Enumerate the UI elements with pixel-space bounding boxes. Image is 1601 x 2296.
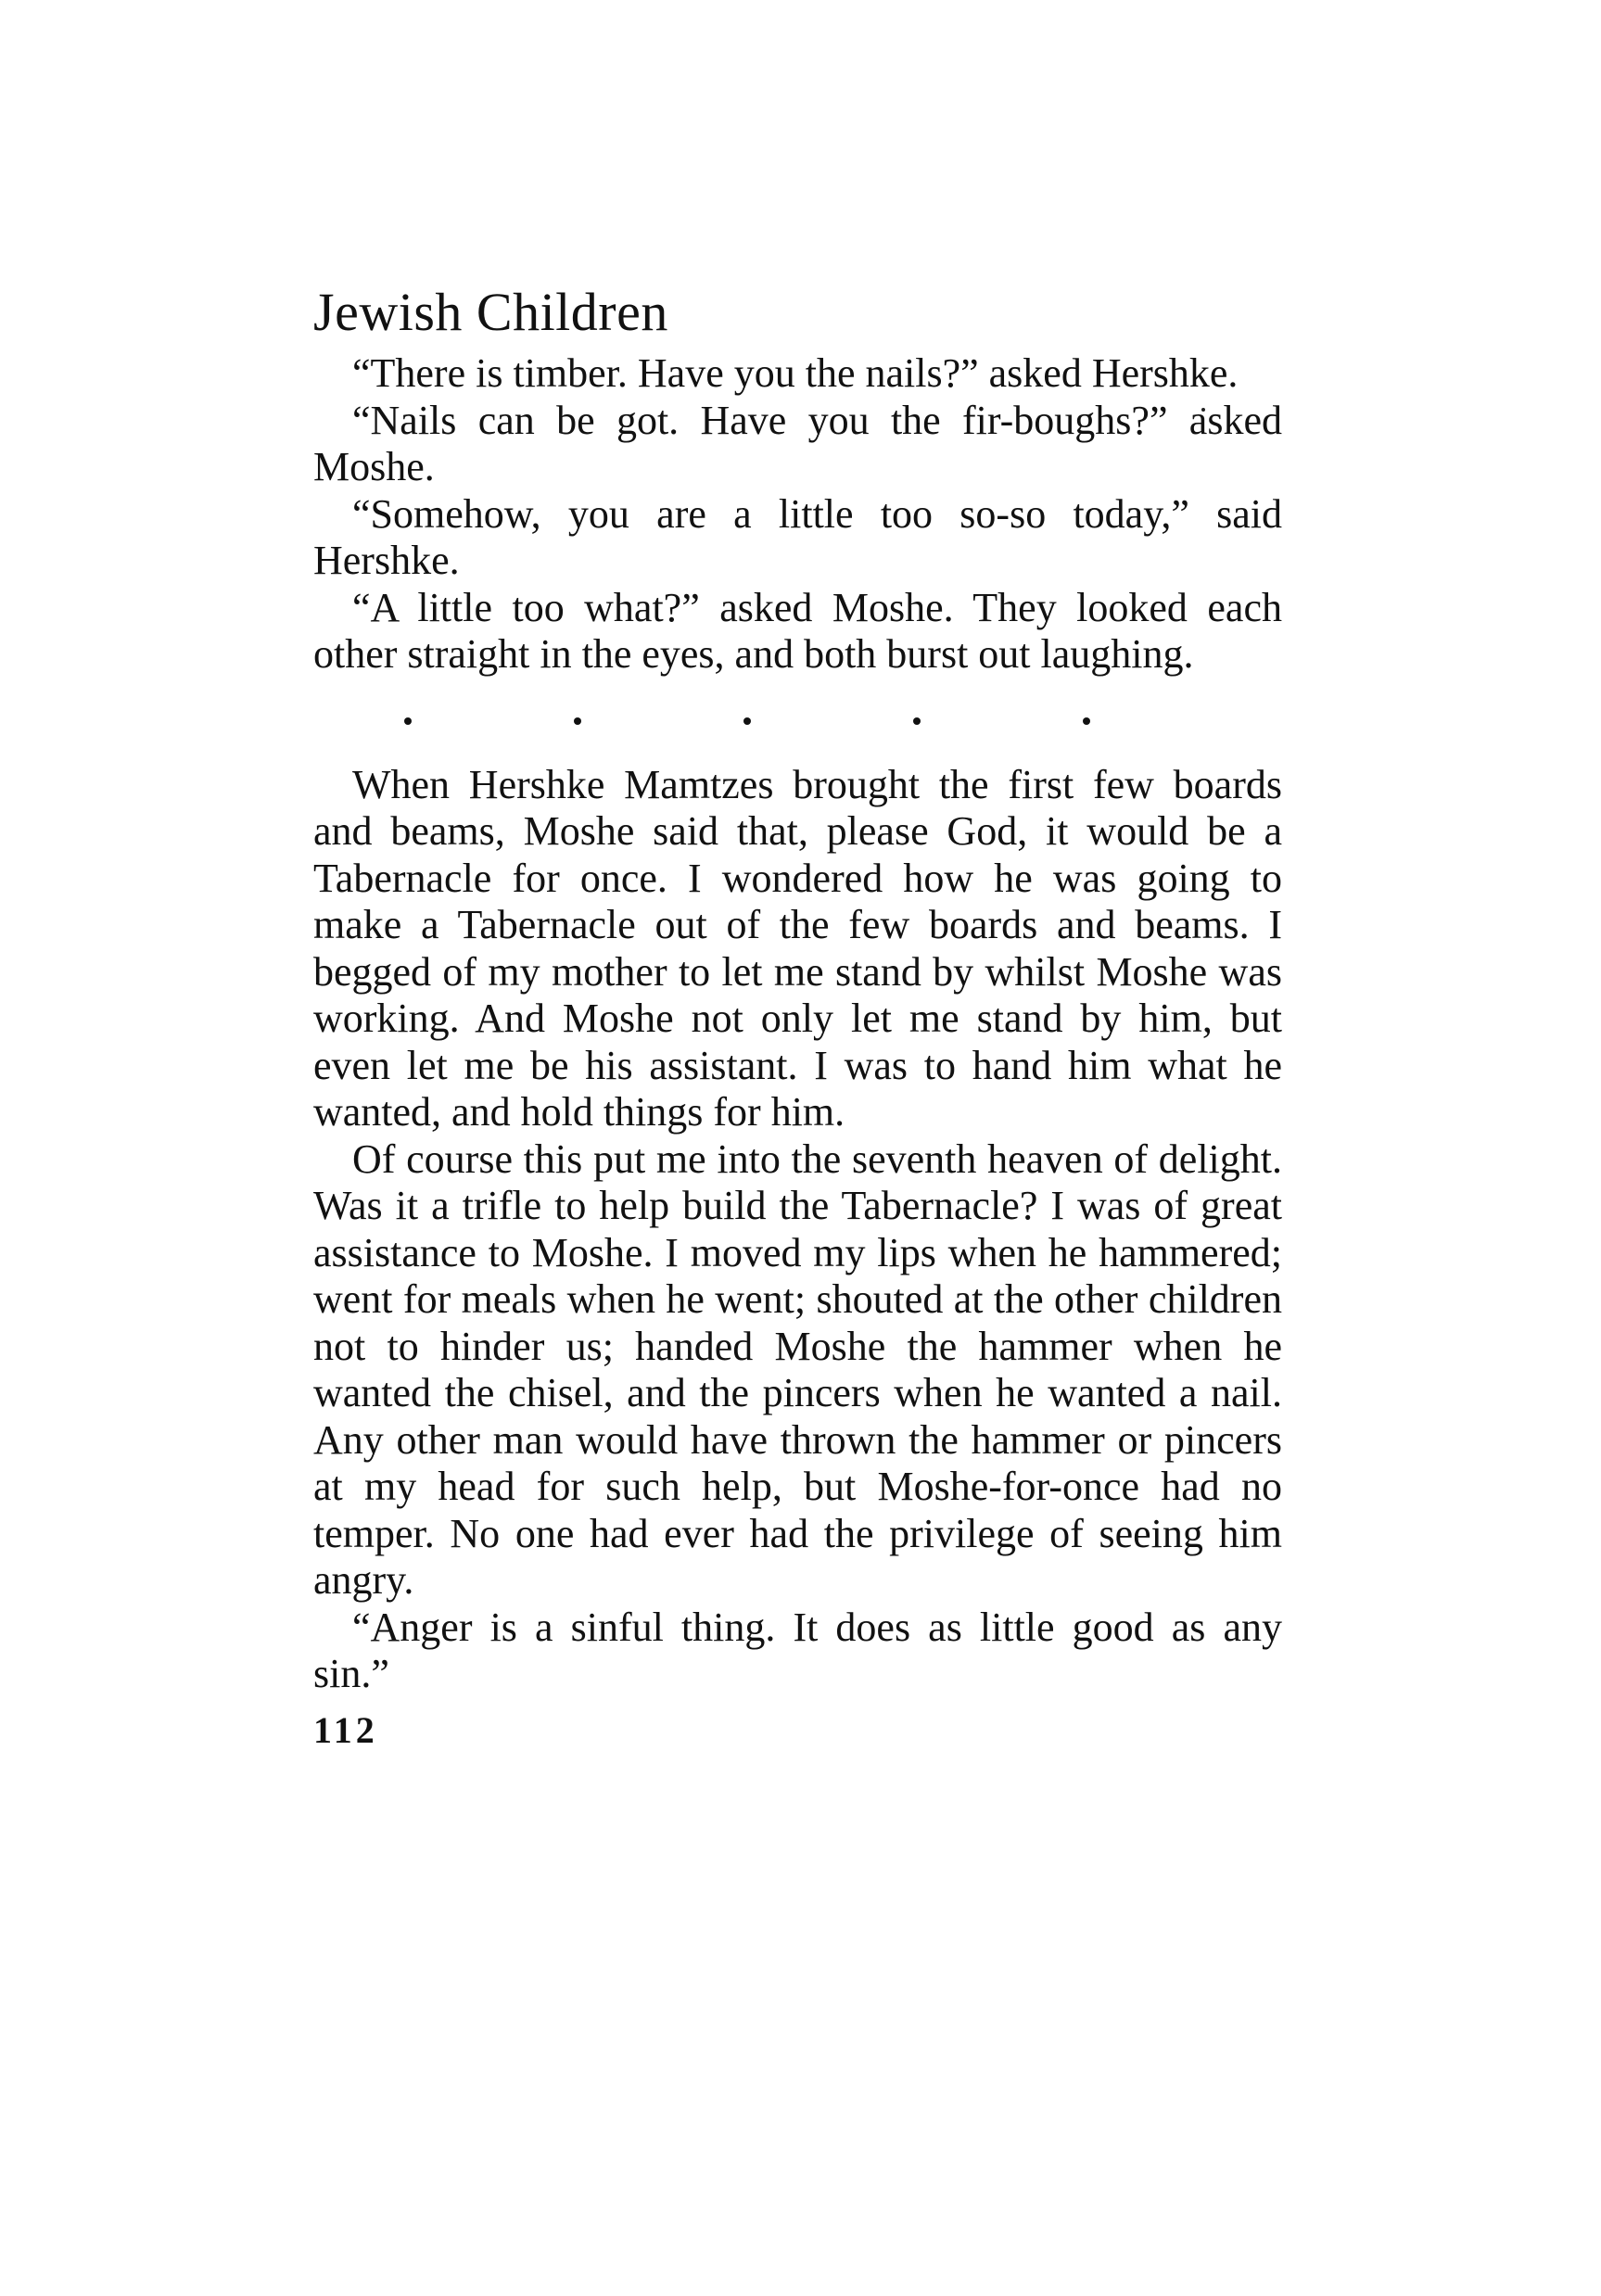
paragraph: When Hershke Mamtzes brought the first few boards and beams, Moshe said that, please God, it would be a Tabernacle for once. I wondered how he was going to make a Tabernacle out of the few boards and beams. I begged of my mother to let me stand by whilst Moshe was working. And Moshe not only let me stand by him, but even let me be his assistant. I was to hand him what he wanted, and hold things for him. <box>313 761 1282 1135</box>
running-head: Jewish Children <box>313 282 668 342</box>
section-break-dot <box>1083 717 1090 725</box>
paragraph: “There is timber. Have you the nails?” asked Hershke. <box>352 350 1239 396</box>
section-break <box>404 703 1090 740</box>
paragraph: “Nails can be got. Have you the fir-boughs?” asked Moshe. <box>313 397 1282 489</box>
section-break-dot <box>574 717 581 725</box>
text-block <box>313 280 1282 1754</box>
section-break-dot <box>743 717 751 725</box>
page-number: 112 <box>313 1708 378 1751</box>
paragraph: Of course this put me into the seventh heaven of delight. Was it a trifle to help build the Tabernacle? I was of great assistance to Moshe. I moved my lips when he hammered; went for meals when he went; shouted at the other children not to hinder us; handed Moshe the hammer when he wanted the chisel, and the pincers when he wanted a nail. Any other man would have thrown the hammer or pincers at my head for such help, but Moshe-for-once had no temper. No one had ever had the privilege of seeing him angry. <box>313 1135 1282 1603</box>
section-break-dot <box>913 717 921 725</box>
paragraph: “Anger is a sinful thing. It does as little good as any sin.” <box>313 1604 1282 1696</box>
section-break-dot <box>404 717 412 725</box>
paragraph: “Somehow, you are a little too so-so today,” said Hershke. <box>313 490 1282 583</box>
paragraph: “A little too what?” asked Moshe. They looked each other straight in the eyes, and both burst out laughing. <box>313 584 1282 677</box>
